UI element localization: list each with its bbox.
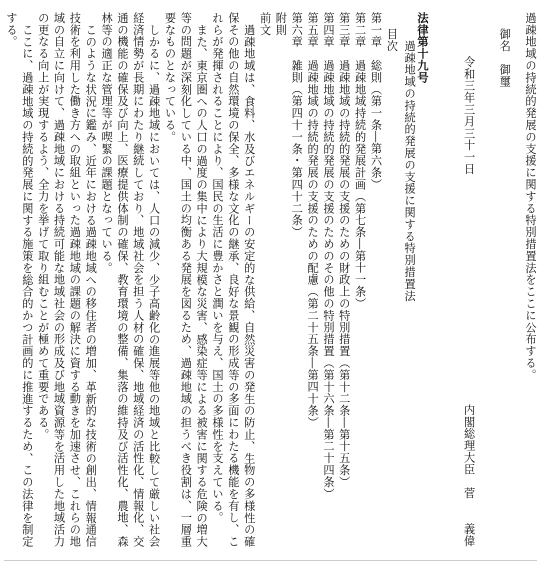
page-bottom-divider: [4, 560, 537, 561]
preamble-line: 経済情勢が長期にわたり継続しており、地域社会を担う人材の確保、地域経済の活性化、情報化、交: [131, 12, 145, 548]
toc-heading: 目次: [385, 28, 399, 52]
toc-item: 第二章 過疎地域持続的発展計画（第七条―第十一条）: [353, 12, 367, 310]
preamble-line: また、東京圏への人口の過度の集中により大規模な災害、感染症等による被害に関する危険の増大: [195, 24, 209, 548]
preamble-line: ここに、過疎地域の持続的発展に関する施策を総合的かつ計画的に推進するため、この法律を制定: [20, 24, 34, 548]
preamble-line: する。: [5, 12, 18, 48]
preamble-line: 等の問題が深刻化している中、国土の均衡ある発展を図るため、過疎地域の担うべき役割は、一層重: [179, 12, 193, 548]
promulgation-date: 令和三年三月三十一日: [462, 56, 476, 175]
toc-item: 第一章 総則（第一条―第六条）: [369, 12, 383, 191]
preamble-line: 林等の適正な管理等が喫緊の課題となっている。: [100, 12, 114, 274]
preamble-line: の更なる向上が実現するよう、全力を挙げて取り組むことが極めて重要である。: [36, 12, 50, 441]
imperial-seal: 御名 御璽: [498, 28, 512, 88]
toc-item: 第五章 過疎地域の持続的発展の支援のための配慮（第二十五条―第四十条）: [306, 12, 320, 429]
prime-minister-signature: 内閣総理大臣 菅 義偉: [462, 404, 476, 547]
preamble-heading: 前文: [258, 12, 272, 36]
preamble-line: しかるに、過疎地域においては、人口の減少、少子高齢化の進展等他の地域と比較して厳しい社会: [147, 24, 161, 548]
law-title: 過疎地域の持続的発展の支援に関する特別措置法: [403, 40, 417, 302]
law-number: 法律第十九号: [416, 12, 431, 84]
promulgation-statement: 過疎地域の持続的発展の支援に関する特別措置法をここに公布する。: [524, 12, 537, 381]
toc-item: 附則: [274, 12, 288, 36]
preamble-line: 技術を利用した働き方への取組といった過疎地域の課題の解決に資する動きを加速させ、これらの地: [68, 12, 82, 548]
toc-item: 第四章 過疎地域の持続的発展の支援のためのその他の特別措置（第十六条―第二十四条）: [321, 12, 335, 500]
preamble-line: 域の自立に向けて、過疎地域における持続可能な地域社会の形成及び地域資源等を活用した地域活力: [52, 12, 66, 548]
preamble-line: 保その他の自然環境の保全、多様な文化の継承、良好な景観の形成等の多面にわたる機能を有し、こ: [226, 12, 240, 548]
preamble-line: 要なものとなっている。: [163, 12, 177, 143]
preamble-line: 過疎地域は、食料、水及びエネルギーの安定的な供給、自然災害の発生の防止、生物の多様性の確: [242, 24, 256, 548]
preamble-line: れらが発揮されることにより、国民の生活に豊かさと潤いを与え、国土の多様性を支えている。: [211, 12, 224, 524]
preamble-line: このような状況に鑑み、近年における過疎地域への移住者の増加、革新的な技術の創出、情報通信: [84, 24, 98, 548]
toc-item: 第三章 過疎地域の持続的発展の支援のための財政上の特別措置（第十二条―第十五条）: [337, 12, 351, 488]
toc-item: 第六章 雑則（第四十一条・第四十二条）: [290, 12, 304, 239]
preamble-line: 通の機能の確保及び向上、医療提供体制の確保、教育環境の整備、集落の維持及び活性化、農地、森: [115, 12, 129, 548]
